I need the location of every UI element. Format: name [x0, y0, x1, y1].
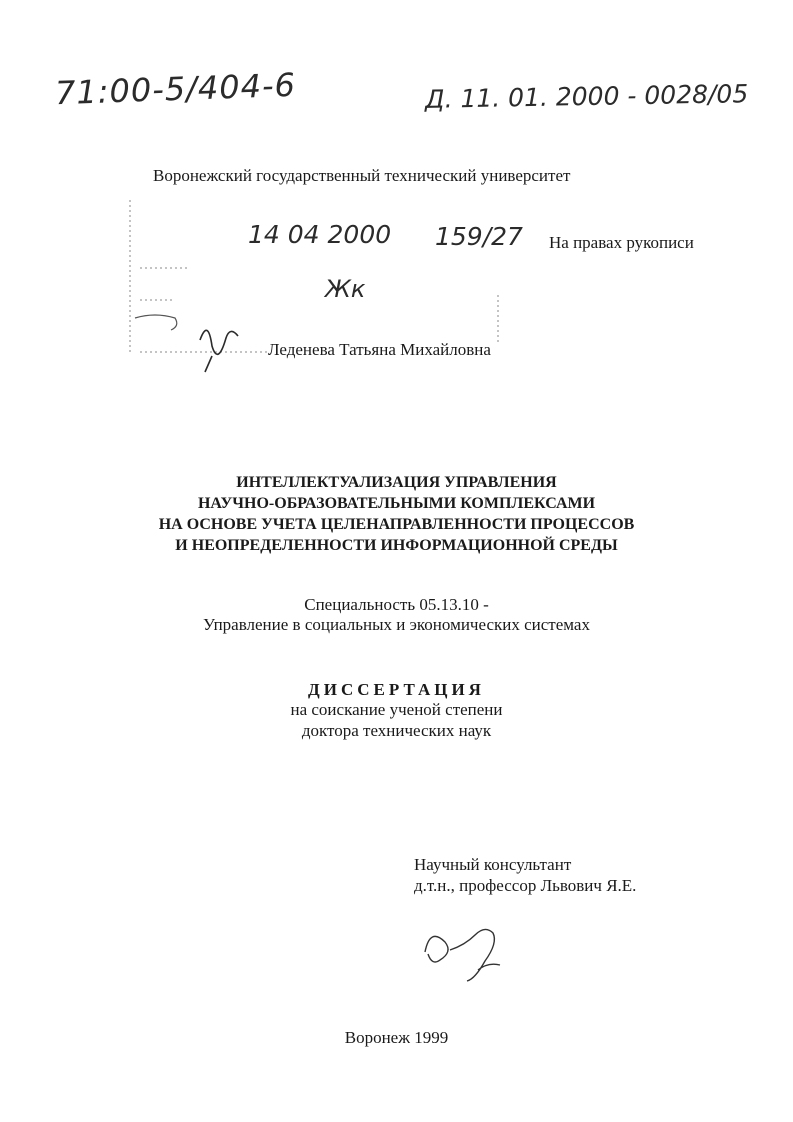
rights-notice: На правах рукописи — [549, 233, 694, 252]
consultant-label: Научный консультант — [414, 855, 572, 874]
degree-line-2: доктора технических наук — [301, 721, 492, 740]
title-line: И НЕОПРЕДЕЛЕННОСТИ ИНФОРМАЦИОННОЙ СРЕДЫ — [175, 537, 618, 554]
title-line: ИНТЕЛЛЕКТУАЛИЗАЦИЯ УПРАВЛЕНИЯ — [236, 474, 557, 491]
university-name: Воронежский государственный технический университет — [153, 166, 571, 185]
stamp-date: 14 04 2000 — [248, 220, 392, 249]
archive-code-left: 71:00-5/404-6 — [54, 65, 297, 113]
dissertation-heading: ДИССЕРТАЦИЯ — [308, 680, 485, 699]
title-line: НА ОСНОВЕ УЧЕТА ЦЕЛЕНАПРАВЛЕННОСТИ ПРОЦЕССОВ — [158, 516, 635, 533]
stamp-number: 159/27 — [435, 222, 523, 251]
specialty-name: Управление в социальных и экономических системах — [203, 615, 590, 634]
degree-line-1: на соискание ученой степени — [290, 700, 503, 719]
author-signature-mark — [200, 330, 238, 372]
city-year: Воронеж 1999 — [344, 1028, 449, 1047]
consultant-name: д.т.н., профессор Львович Я.Е. — [414, 876, 637, 895]
title-line: НАУЧНО-ОБРАЗОВАТЕЛЬНЫМИ КОМПЛЕКСАМИ — [197, 495, 596, 512]
archive-code-right: Д. 11. 01. 2000 - 0028/05 — [424, 79, 749, 114]
author-name: Леденева Татьяна Михайловна — [268, 340, 491, 359]
specialty-code: Специальность 05.13.10 - — [304, 595, 489, 614]
consultant-signature — [425, 929, 500, 981]
dissertation-title — [0, 472, 793, 556]
stamp-initials: Жк — [325, 275, 366, 303]
